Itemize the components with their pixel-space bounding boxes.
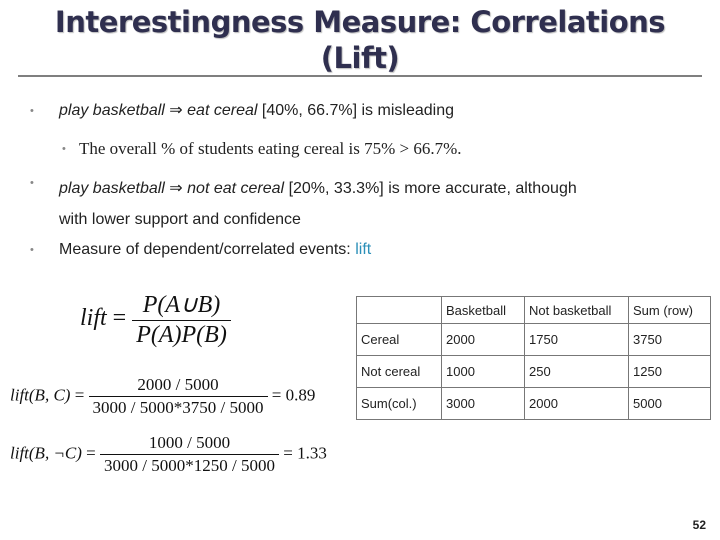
rule-premise: play basketball xyxy=(59,180,165,197)
formula-numerator: P(A∪B) xyxy=(142,292,221,318)
rule-conclusion: not eat cereal xyxy=(187,180,285,197)
table-cell: 5000 xyxy=(629,388,711,420)
bullet-dot: • xyxy=(30,177,34,189)
formula-lhs: lift(B, ¬C) xyxy=(10,443,82,463)
page-number: 52 xyxy=(692,518,706,532)
title-divider xyxy=(18,75,702,77)
implies-symbol: ⇒ xyxy=(169,102,183,119)
formula-numerator: 1000 / 5000 xyxy=(148,433,231,452)
implies-symbol: ⇒ xyxy=(169,180,183,197)
formula-lhs: lift(B, C) xyxy=(10,385,71,405)
formula-denominator: 3000 / 5000*3750 / 5000 xyxy=(89,396,268,418)
formula-result: 1.33 xyxy=(297,443,327,463)
table-row xyxy=(357,356,711,388)
table-header-cell xyxy=(357,297,442,324)
bullet-accurate-rule xyxy=(59,173,577,235)
rule-comment: is more accurate, although xyxy=(388,180,577,197)
table-header-cell: Not basketball xyxy=(525,297,629,324)
bullet-lift-definition xyxy=(59,240,371,260)
table-row-label: Not cereal xyxy=(357,356,442,388)
lift-b-not-c-formula: lift(B, ¬C) = $\frac{1000 / 5000}{3000 / 5000*1250 / 5000}$ = 1.33 xyxy=(10,433,327,475)
table-row-label: Sum(col.) xyxy=(357,388,442,420)
slide-title xyxy=(0,4,720,76)
table-row-label: Cereal xyxy=(357,324,442,356)
formula-numerator: 2000 / 5000 xyxy=(137,375,219,394)
table-header-row xyxy=(357,297,711,324)
table-cell: 1750 xyxy=(525,324,629,356)
bullet-dot: • xyxy=(30,244,34,256)
lift-definition-text: Measure of dependent/correlated events: xyxy=(59,241,351,258)
sub-bullet-cereal-rate: The overall % of students eating cereal is 75% > 66.7%. xyxy=(79,139,462,158)
bullet-dot: • xyxy=(30,105,34,117)
bullet-misleading-rule xyxy=(59,101,454,121)
contingency-table xyxy=(356,296,711,420)
rule-stats: [40%, 66.7%] xyxy=(261,102,358,119)
table-cell: 1250 xyxy=(629,356,711,388)
formula-lhs: lift xyxy=(80,305,107,332)
rule-comment: is misleading xyxy=(361,102,454,119)
lift-term: lift xyxy=(355,241,372,258)
sub-bullet-dot: • xyxy=(62,143,66,155)
table-row xyxy=(357,324,711,356)
formula-denominator: 3000 / 5000*1250 / 5000 xyxy=(100,454,279,476)
rule-stats: [20%, 33.3%] xyxy=(288,180,384,197)
formula-result: 0.89 xyxy=(285,385,316,405)
rule-conclusion: eat cereal xyxy=(187,102,258,119)
table-row xyxy=(357,388,711,420)
table-header-cell: Basketball xyxy=(442,297,525,324)
table-cell: 1000 xyxy=(442,356,525,388)
title-line-1: Interestingness Measure: Correlations xyxy=(54,5,666,39)
table-cell: 3000 xyxy=(442,388,525,420)
table-cell: 3750 xyxy=(629,324,711,356)
lift-formula: lift = $\frac{P(A\cup B)}{P(A)P(B)}$ xyxy=(80,290,231,349)
rule-comment-continued: with lower support and confidence xyxy=(59,211,301,228)
title-line-2: (Lift) xyxy=(320,41,400,75)
rule-premise: play basketball xyxy=(59,102,165,119)
lift-bc-formula: lift(B, C) = $\frac{2000 / 5000}{3000 / 5000*3750 / 5000}$ = 0.89 xyxy=(10,375,316,417)
table-header-cell: Sum (row) xyxy=(629,297,711,324)
formula-denominator: P(A)P(B) xyxy=(132,320,231,349)
table-cell: 2000 xyxy=(442,324,525,356)
table-cell: 2000 xyxy=(525,388,629,420)
table-cell: 250 xyxy=(525,356,629,388)
